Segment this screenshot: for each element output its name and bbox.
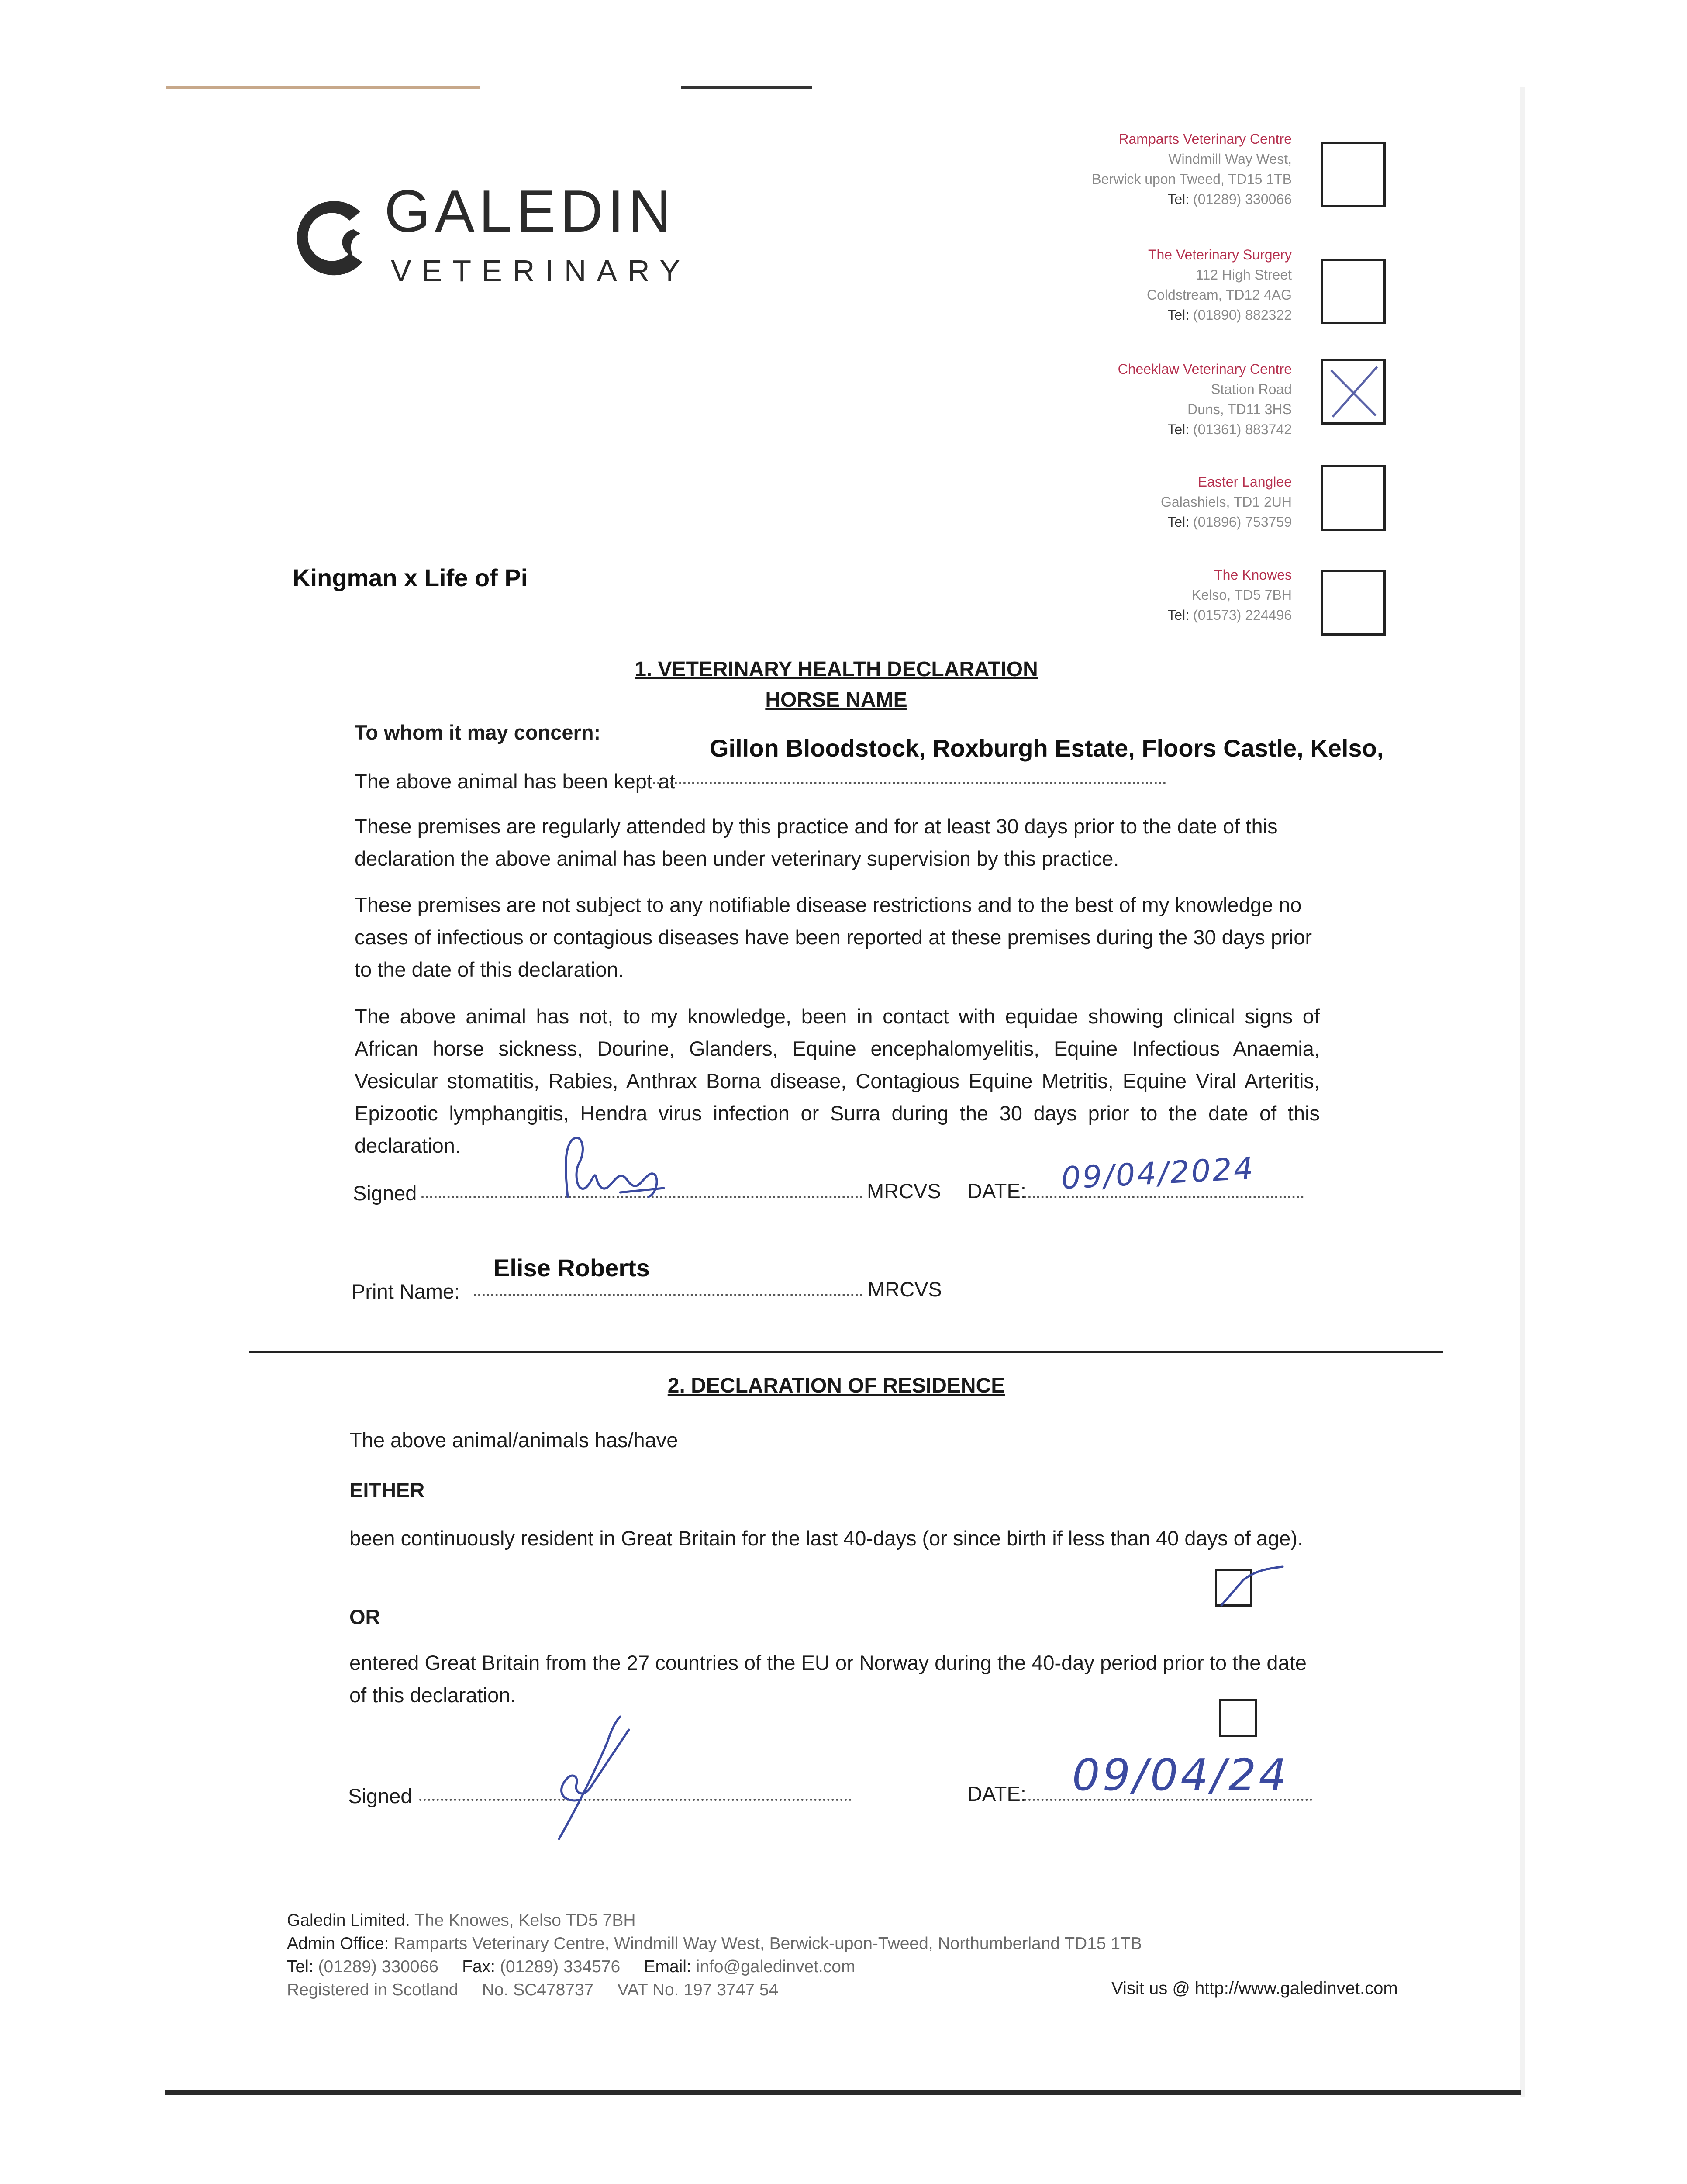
practice-name: Easter Langlee (1197, 474, 1292, 490)
paragraph-supervision: These premises are regularly attended by this practice and for at least 30 days prior to the date of this declaration the above animal has been under veterinary supervision by this practice. (355, 815, 1278, 870)
footer-fax-label: Fax: (462, 1957, 495, 1976)
residence-option-2: entered Great Britain from the 27 countries of the EU or Norway during the 40-day period prior to the date of this declaration. (349, 1651, 1307, 1707)
handwritten-date-1: 09/04/2024 (1060, 1150, 1256, 1196)
practice-checkbox-the-knowes[interactable] (1321, 570, 1386, 636)
print-name-value[interactable]: Elise Roberts (493, 1254, 650, 1282)
handwritten-signature-2 (524, 1695, 655, 1852)
practice-name: The Knowes (1214, 567, 1292, 583)
practice-checkbox-cheeklaw[interactable] (1321, 359, 1386, 425)
scan-edge-bottom (165, 2090, 1521, 2095)
practice-checkbox-ramparts[interactable] (1321, 142, 1386, 207)
tel-label: Tel: (1167, 514, 1190, 530)
paper-edge (1520, 87, 1525, 2097)
practice-name: Cheeklaw Veterinary Centre (1118, 361, 1292, 377)
either-label: EITHER (349, 1479, 425, 1502)
practice-tel: (01573) 224496 (1193, 607, 1292, 623)
practice-easter-langlee (1161, 472, 1292, 532)
section1-subtitle: HORSE NAME (765, 688, 907, 712)
date-line (1024, 1196, 1304, 1198)
footer-company-address: The Knowes, Kelso TD5 7BH (414, 1911, 636, 1930)
kept-at-label: The above animal has been kept at (355, 770, 676, 793)
footer-company-no: No. SC478737 (482, 1980, 594, 1999)
practice-name: Ramparts Veterinary Centre (1118, 131, 1292, 147)
scan-edge-top (166, 86, 480, 89)
section1-title: 1. VETERINARY HEALTH DECLARATION (635, 658, 1038, 681)
practice-address-line: Windmill Way West, (1168, 151, 1292, 167)
practice-tel: (01896) 753759 (1193, 514, 1292, 530)
or-label: OR (349, 1605, 380, 1628)
logo-name: GALEDIN (384, 178, 676, 244)
date-label: DATE: (967, 1179, 1026, 1203)
mrcvs-label: MRCVS (867, 1179, 941, 1203)
footer-tel-label: Tel: (287, 1957, 314, 1976)
scan-edge-top-2 (681, 86, 812, 89)
practice-tel: (01361) 883742 (1193, 422, 1292, 437)
practice-name: The Veterinary Surgery (1148, 247, 1292, 263)
practice-checkbox-easter-langlee[interactable] (1321, 465, 1386, 531)
signed-label-2: Signed (348, 1784, 412, 1807)
footer-company: Galedin Limited. (287, 1911, 410, 1930)
date-label-2: DATE: (967, 1782, 1026, 1805)
print-name-line (474, 1294, 862, 1296)
practice-ramparts (1092, 129, 1292, 209)
handwritten-signature-1 (555, 1123, 677, 1206)
practice-the-knowes (1167, 565, 1292, 625)
practice-checkbox-veterinary-surgery[interactable] (1321, 259, 1386, 324)
footer-vat: VAT No. 197 3747 54 (617, 1980, 779, 1999)
signed-label: Signed (353, 1182, 417, 1205)
practice-address-line: Berwick upon Tweed, TD15 1TB (1092, 171, 1292, 187)
practice-veterinary-surgery (1147, 245, 1292, 325)
horse-name-value: Kingman x Life of Pi (293, 564, 528, 591)
residence-intro: The above animal/animals has/have (349, 1428, 678, 1451)
footer-tel: (01289) 330066 (318, 1957, 438, 1976)
residence-option-1: been continuously resident in Great Britain for the last 40-days (or since birth if less than 40 days of age). (349, 1527, 1304, 1550)
residence-option-1-checkbox[interactable] (1215, 1569, 1252, 1607)
paragraph-disease-contact: The above animal has not, to my knowledge, been in contact with equidae showing clinical signs of African horse sickness, Dourine, Glanders, Equine encephalomyelitis, Equine Infectious Anaemia, Vesicular stomatitis, Rabies, Anthrax Borna disease, Contagious Equine Metritis, Equine Viral Arteritis, Epizootic lymphangitis, Hendra virus infection or Surra during the 30 days prior to the date of this declaration. (355, 1005, 1320, 1157)
kept-at-line (653, 782, 1166, 784)
practice-tel: (01289) 330066 (1193, 191, 1292, 207)
practice-address-line: Station Road (1211, 381, 1292, 397)
tel-label: Tel: (1167, 607, 1190, 623)
tel-label: Tel: (1167, 422, 1190, 437)
footer-fax: (01289) 334576 (500, 1957, 621, 1976)
footer-admin-label: Admin Office: (287, 1934, 389, 1953)
galedin-logo-icon (288, 188, 380, 284)
paragraph-no-restrictions: These premises are not subject to any notifiable disease restrictions and to the best of my knowledge no cases of infectious or contagious diseases have been reported at these premises during the 30 days prior to the date of this declaration. (355, 893, 1312, 981)
logo-subtitle: VETERINARY (391, 254, 691, 288)
practice-address-line: Kelso, TD5 7BH (1192, 587, 1292, 603)
practice-address-line: Galashiels, TD1 2UH (1161, 494, 1292, 510)
cross-mark-icon (1323, 361, 1383, 422)
tick-mark-icon (1217, 1571, 1255, 1609)
practice-address-line: Coldstream, TD12 4AG (1147, 287, 1292, 303)
practice-cheeklaw (1118, 359, 1292, 439)
print-name-label: Print Name: (352, 1280, 460, 1303)
tel-label: Tel: (1167, 191, 1190, 207)
handwritten-date-2: 09/04/24 (1072, 1749, 1290, 1800)
footer-email-label: Email: (644, 1957, 691, 1976)
salutation: To whom it may concern: (355, 721, 601, 744)
section-divider (249, 1351, 1443, 1353)
kept-at-value[interactable]: Gillon Bloodstock, Roxburgh Estate, Floors Castle, Kelso, (710, 734, 1384, 762)
footer-email[interactable]: info@galedinvet.com (696, 1957, 856, 1976)
section2-title: 2. DECLARATION OF RESIDENCE (667, 1374, 1005, 1397)
practice-address-line: 112 High Street (1196, 267, 1292, 283)
print-mrcvs-label: MRCVS (868, 1278, 942, 1301)
practice-tel: (01890) 882322 (1193, 307, 1292, 323)
practice-address-line: Duns, TD11 3HS (1187, 401, 1292, 417)
footer-admin-address: Ramparts Veterinary Centre, Windmill Way West, Berwick-upon-Tweed, Northumberland TD15 1TB (393, 1934, 1142, 1953)
footer-website[interactable]: Visit us @ http://www.galedinvet.com (1111, 1979, 1398, 1998)
residence-option-2-checkbox[interactable] (1219, 1699, 1257, 1737)
footer-registered: Registered in Scotland (287, 1980, 459, 1999)
tel-label: Tel: (1167, 307, 1190, 323)
